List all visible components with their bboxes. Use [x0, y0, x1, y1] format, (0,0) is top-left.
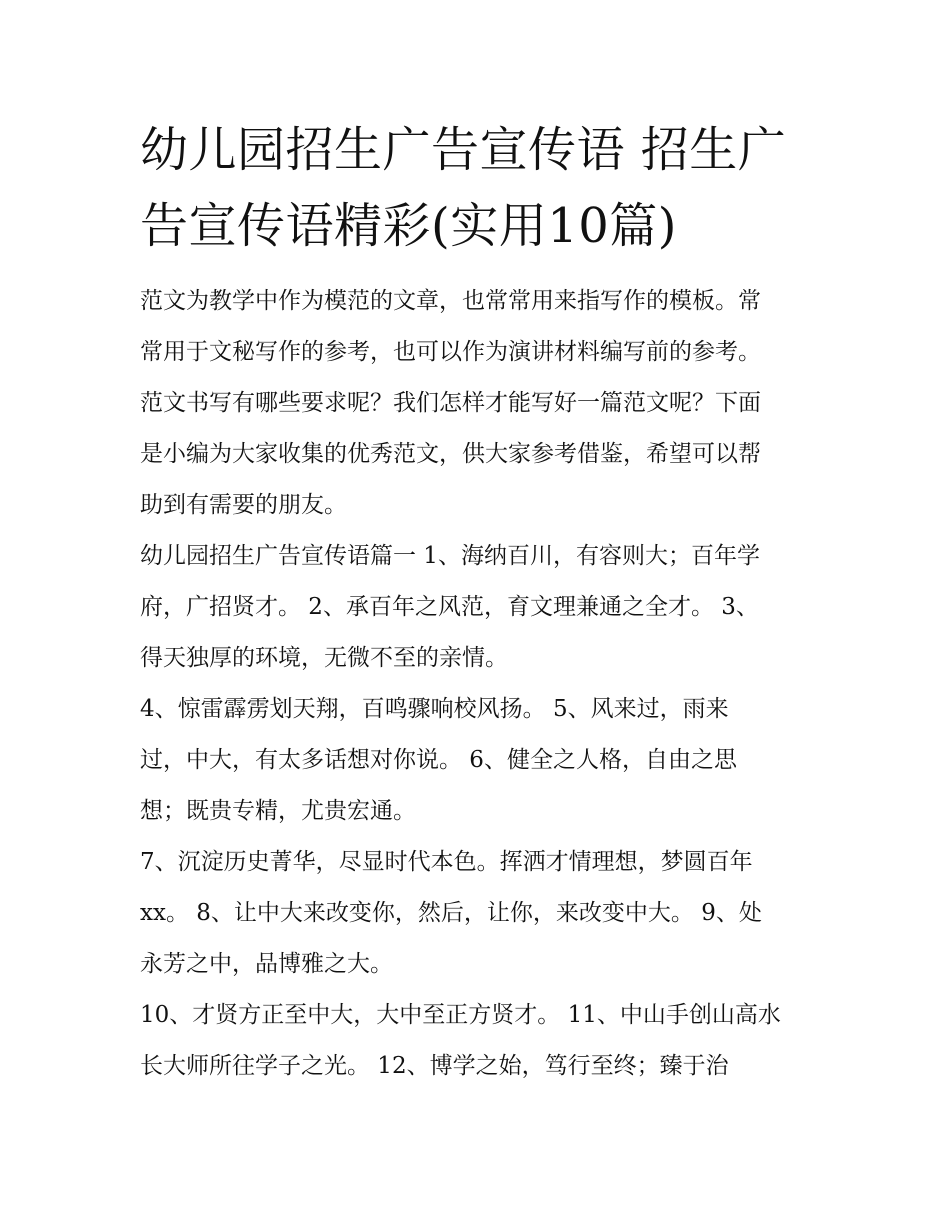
body-paragraph [140, 990, 830, 1092]
intro-paragraph [140, 276, 830, 531]
text-line: 范文书写有哪些要求呢？我们怎样才能写好一篇范文呢？下面 [140, 390, 761, 416]
title-line: 幼儿园招生广告宣传语 招生广 [140, 122, 787, 178]
body-paragraph [140, 684, 830, 837]
text-line: 过，中大，有太多话想对你说。 6、健全之人格，自由之思 [140, 747, 737, 773]
text-line: 长大师所往学子之光。 12、博学之始，笃行至终；臻于治 [140, 1053, 729, 1079]
text-line: 府，广招贤才。 2、承百年之风范，育文理兼通之全才。 3、 [140, 594, 759, 620]
text-line: 想；既贵专精，尤贵宏通。 [140, 798, 416, 824]
text-line: 7、沉淀历史菁华，尽显时代本色。挥洒才情理想，梦圆百年 [140, 849, 753, 875]
text-line: 10、才贤方正至中大，大中至正方贤才。 11、中山手创山高水 [140, 1002, 781, 1028]
document-body [140, 276, 830, 1092]
text-line: 永芳之中，品博雅之大。 [140, 951, 393, 977]
text-line: xx。 8、让中大来改变你，然后，让你，来改变中大。 9、处 [140, 900, 762, 926]
text-line: 得天独厚的环境，无微不至的亲情。 [140, 645, 508, 671]
document-title [140, 112, 820, 264]
text-line: 常用于文秘写作的参考，也可以作为演讲材料编写前的参考。 [140, 339, 761, 365]
title-line: 告宣传语精彩(实用10篇) [140, 198, 678, 254]
text-line: 范文为教学中作为模范的文章，也常常用来指写作的模板。常 [140, 288, 761, 314]
text-line: 助到有需要的朋友。 [140, 492, 347, 518]
text-line: 是小编为大家收集的优秀范文，供大家参考借鉴，希望可以帮 [140, 441, 761, 467]
text-line: 幼儿园招生广告宣传语篇一 1、海纳百川，有容则大；百年学 [140, 543, 760, 569]
body-paragraph [140, 531, 830, 684]
body-paragraph [140, 837, 830, 990]
text-line: 4、惊雷霹雳划天翔，百鸣骤响校风扬。 5、风来过，雨来 [140, 696, 729, 722]
